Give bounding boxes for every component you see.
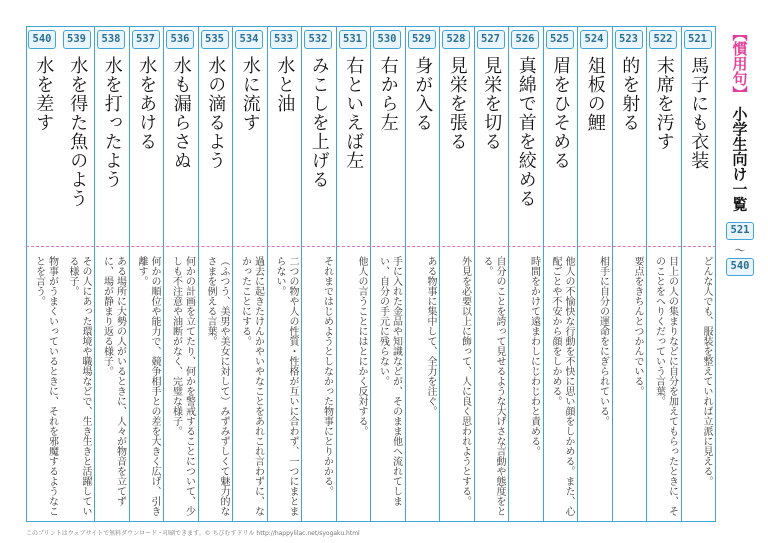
entry-number-badge: 528	[442, 30, 470, 49]
idiom-text: 右から左	[377, 56, 399, 132]
idiom-column	[647, 26, 682, 522]
idiom-meaning: それまではじめようとしなかった物事にとりかかる。	[321, 256, 333, 496]
entry-number-badge: 536	[166, 30, 194, 49]
idiom-column	[613, 26, 648, 522]
entry-number-badge: 537	[132, 30, 160, 49]
idiom-column	[199, 26, 234, 522]
idiom-meaning: その人にあった環境や職場などで、生き生きと活躍している様子。	[67, 256, 91, 516]
entry-number-badge: 521	[684, 30, 712, 49]
idiom-meaning: ある物事に集中して、全力を注ぐ。	[425, 256, 436, 416]
entry-number-badge: 540	[28, 30, 56, 49]
title-subtitle: 小学生向け一覧	[730, 106, 749, 212]
idiom-text: 水をあける	[136, 56, 158, 151]
entry-number-badge: 526	[511, 30, 539, 49]
idiom-table	[26, 26, 716, 522]
idiom-text: 水を得た魚のよう	[67, 56, 89, 208]
idiom-column	[61, 26, 96, 522]
entry-number-badge: 533	[270, 30, 298, 49]
footer-note: このプリントはウェブサイトで無料ダウンロード・印刷できます。© ちびむすドリル http://happylilac.net/syogaku.html	[26, 530, 360, 537]
entry-number-badge: 527	[477, 30, 505, 49]
dashed-divider	[26, 246, 716, 247]
idiom-meaning: 他人の不愉快な行動を不快に思い顔をしかめる。また、心配ごとや不安から顔をしかめる。	[550, 256, 574, 516]
entry-number-badge: 529	[408, 30, 436, 49]
idiom-meaning: 手に入れた金品や知識などが、そのまま他へ流れてしまい、自分の手元に残らない。	[377, 256, 402, 506]
idiom-meaning: 物事がうまくいっているときに、それを邪魔するようなことを言う。	[33, 256, 58, 516]
entry-number-badge: 522	[649, 30, 677, 49]
range-tilde: 〜	[734, 244, 746, 257]
entry-number-badge: 524	[580, 30, 608, 49]
idiom-text: 水を打ったよう	[101, 56, 123, 189]
idiom-text: 身が入る	[412, 56, 434, 132]
idiom-text: 眉をひそめる	[550, 56, 572, 170]
idiom-text: みこしを上げる	[308, 56, 330, 189]
entry-number-badge: 539	[63, 30, 91, 49]
idiom-text: 見栄を張る	[446, 56, 468, 151]
idiom-text: 水も漏らさぬ	[170, 56, 192, 170]
idiom-text: 真綿で首を絞める	[515, 56, 537, 208]
idiom-column	[26, 26, 61, 522]
idiom-meaning: 他人の言うことにはとにかく反対する。	[356, 256, 367, 436]
idiom-column	[130, 26, 165, 522]
idiom-column	[164, 26, 199, 522]
idiom-text: 水に流す	[239, 56, 261, 132]
title-category: 慣用句	[730, 41, 749, 86]
idiom-text: 水を差す	[33, 56, 55, 132]
idiom-meaning: 相手に自分の運命をにぎられている。	[597, 256, 609, 426]
idiom-text: 的を射る	[619, 56, 641, 132]
idiom-column	[337, 26, 372, 522]
idiom-meaning: 目上の人の集まりなどに自分を加えてもらったときに、そのことをへりくだっていう言葉。	[653, 256, 678, 516]
entry-number-badge: 530	[373, 30, 401, 49]
entry-number-badge: 535	[201, 30, 229, 49]
idiom-meaning: 時間をかけて遠まわしにじわじわと責める。	[528, 256, 540, 456]
idiom-text: 末席を汚す	[653, 56, 675, 151]
entry-number-badge: 538	[97, 30, 125, 49]
entry-number-badge: 525	[546, 30, 574, 49]
idiom-meaning: 何かの順位や能力で、競争相手との差を大きく広げ、引き離す。	[136, 256, 160, 516]
idiom-meaning: 何かの計画を立てたり、何かを警戒することについて、少しも不注意や油断がなく、完璧な様子。	[170, 256, 195, 516]
idiom-column	[371, 26, 406, 522]
idiom-meaning: 外見を必要以上に飾って、人に良く思われようとする。	[459, 256, 471, 506]
idiom-meaning: 過去に起きたけんかやいやなことをあれこれ言わずに、なかったことにする。	[239, 256, 264, 516]
idiom-meaning: （ふつう、美男や美女に対して）みずみずしくて魅力的なさまを例える言葉。	[205, 256, 229, 516]
idiom-column	[95, 26, 130, 522]
idiom-meaning: どんな人でも、服装を整えていれば立派に見える。	[701, 256, 712, 486]
idiom-column	[268, 26, 303, 522]
title-area	[720, 26, 760, 522]
idiom-column	[509, 26, 544, 522]
entry-number-badge: 523	[615, 30, 643, 49]
idiom-column	[544, 26, 579, 522]
idiom-text: 右といえば左	[343, 56, 365, 170]
page-title	[730, 26, 751, 211]
title-bracket-close: 】	[730, 86, 749, 101]
idiom-meaning: 自分のことを誇って見せるような大げさな言動や態度をとる。	[481, 256, 505, 516]
idiom-text: 見栄を切る	[481, 56, 503, 151]
entry-number-badge: 531	[339, 30, 367, 49]
range-start-badge: 521	[726, 222, 754, 240]
idiom-column	[302, 26, 337, 522]
entry-number-badge: 532	[304, 30, 332, 49]
idiom-column	[578, 26, 613, 522]
idiom-text: 水と油	[274, 56, 296, 113]
range-end-badge: 540	[726, 258, 754, 276]
title-bracket-open: 【	[730, 26, 749, 41]
idiom-column	[406, 26, 441, 522]
idiom-column	[475, 26, 510, 522]
idiom-text: 水の滴るよう	[205, 56, 227, 170]
idiom-meaning: 二つの物や人の性質・性格が互いに合わず、一つにまとまらない。	[274, 256, 298, 516]
entry-number-badge: 534	[235, 30, 263, 49]
idiom-column	[233, 26, 268, 522]
idiom-meaning: ある場所に大勢の人がいるときに、人々が物音を立てずに、場が静まり返る様子。	[101, 256, 126, 506]
idiom-meaning: 要点をきちんとつかんでいる。	[632, 256, 643, 396]
idiom-text: 馬子にも衣装	[688, 56, 710, 170]
idiom-column	[440, 26, 475, 522]
idiom-column	[682, 26, 717, 522]
idiom-text: 俎板の鯉	[584, 56, 606, 132]
